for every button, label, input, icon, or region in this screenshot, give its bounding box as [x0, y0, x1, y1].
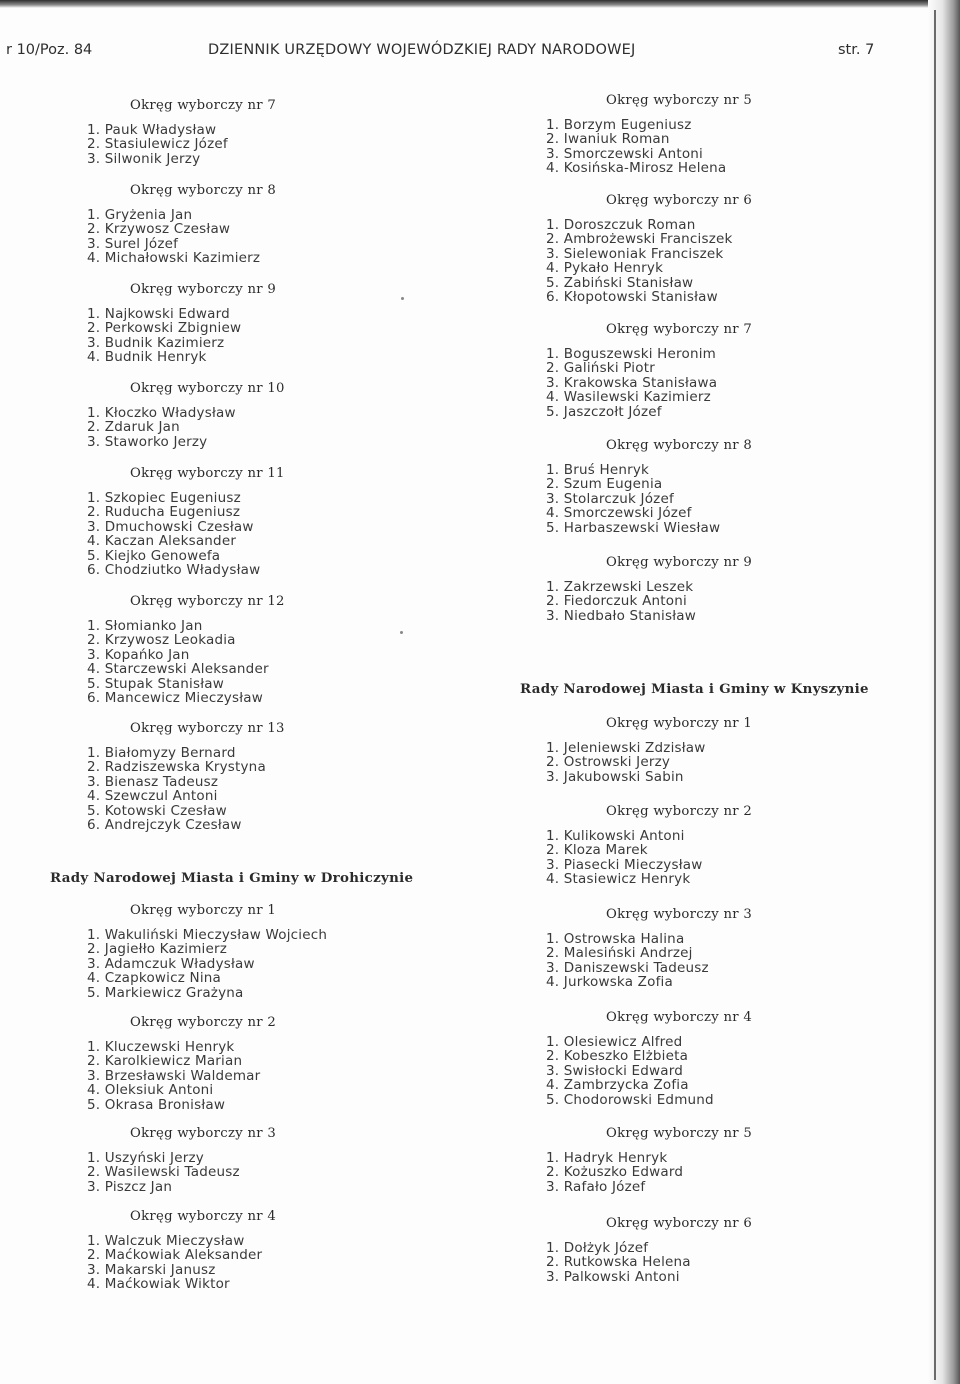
- candidate-list-item: 2. Karolkiewicz Marian: [87, 1053, 243, 1070]
- candidate-list-item: 4. Czapkowicz Nina: [87, 970, 221, 987]
- district-heading: Okręg wyborczy nr 8: [606, 438, 753, 453]
- candidate-list-item: 3. Surel Józef: [87, 235, 179, 252]
- candidate-list-item: 4. Jurkowska Zofia: [546, 974, 673, 991]
- candidate-list-item: 4. Wasilewski Kazimierz: [546, 389, 711, 406]
- candidate-list-item: 4. Kaczan Aleksander: [87, 533, 237, 550]
- candidate-list-item: 2. Kobeszko Elżbieta: [546, 1048, 689, 1065]
- candidate-list-item: 2. Malesiński Andrzej: [546, 945, 693, 962]
- candidate-list-item: 3. Krakowska Stanisława: [546, 374, 718, 391]
- candidate-list-item: 2. Kloza Marek: [546, 842, 648, 859]
- candidate-list-item: 1. Zakrzewski Leszek: [546, 579, 694, 595]
- district-heading: Okręg wyborczy nr 5: [606, 1126, 753, 1141]
- candidate-list-item: 5. Zabiński Stanisław: [546, 274, 694, 291]
- candidate-list-item: 3. Smorczewski Antoni: [546, 145, 704, 162]
- candidate-list-item: 3. Dmuchowski Czesław: [87, 518, 254, 535]
- candidate-list-item: 2. Krzywosz Leokadia: [87, 632, 236, 649]
- district-heading: Okręg wyborczy nr 5: [606, 93, 753, 108]
- candidate-list-item: 1. Gryżenia Jan: [87, 207, 193, 223]
- candidate-list-item: 1. Doroszczuk Roman: [546, 217, 696, 233]
- header-issue-number: r 10/Poz. 84: [6, 42, 93, 58]
- candidate-list-item: 1. Najkowski Edward: [87, 306, 230, 322]
- district-heading: Okręg wyborczy nr 7: [130, 98, 277, 113]
- candidate-list-item: 4. Starczewski Aleksander: [87, 661, 269, 678]
- candidate-list-item: 1. Kłoczko Władysław: [87, 405, 236, 421]
- candidate-list-item: 2. Galiński Piotr: [546, 360, 655, 377]
- district-heading: Okręg wyborczy nr 3: [130, 1126, 277, 1141]
- candidate-list-item: 5. Chodorowski Edmund: [546, 1091, 714, 1108]
- district-heading: Okręg wyborczy nr 1: [606, 716, 753, 731]
- scan-speck: [400, 631, 403, 634]
- candidate-list-item: 2. Rutkowska Helena: [546, 1254, 691, 1271]
- candidate-list-item: 4. Budnik Henryk: [87, 349, 207, 366]
- candidate-list-item: 3. Niedbało Stanisław: [546, 607, 696, 624]
- candidate-list-item: 1. Wakuliński Mieczysław Wojciech: [87, 927, 328, 943]
- candidate-list-item: 5. Harbaszewski Wiesław: [546, 519, 721, 536]
- district-heading: Okręg wyborczy nr 7: [606, 322, 753, 337]
- district-heading: Okręg wyborczy nr 6: [606, 1216, 753, 1231]
- candidate-list-item: 1. Słomianko Jan: [87, 618, 203, 634]
- district-heading: Okręg wyborczy nr 9: [130, 282, 277, 297]
- section-title: Rady Narodowej Miasta i Gminy w Knyszynie: [520, 681, 869, 697]
- candidate-list-item: 1. Borzym Eugeniusz: [546, 117, 692, 133]
- candidate-list-item: 4. Kosińska-Mirosz Helena: [546, 160, 727, 177]
- candidate-list-item: 3. Makarski Janusz: [87, 1261, 216, 1278]
- page-edge-shadow: [928, 0, 960, 1384]
- district-heading: Okręg wyborczy nr 11: [130, 466, 285, 481]
- candidate-list-item: 3. Piasecki Mieczysław: [546, 856, 703, 873]
- candidate-list-item: 1. Kluczewski Henryk: [87, 1039, 235, 1055]
- candidate-list-item: 2. Ostrowski Jerzy: [546, 754, 671, 771]
- candidate-list-item: 4. Zambrzycka Zofia: [546, 1077, 689, 1094]
- candidate-list-item: 2. Zdaruk Jan: [87, 419, 180, 436]
- district-heading: Okręg wyborczy nr 10: [130, 381, 285, 396]
- candidate-list-item: 5. Markiewicz Grażyna: [87, 984, 244, 1001]
- district-heading: Okręg wyborczy nr 3: [606, 907, 753, 922]
- candidate-list-item: 5. Jaszczołt Józef: [546, 403, 662, 420]
- candidate-list-item: 4. Michałowski Kazimierz: [87, 250, 261, 267]
- district-heading: Okręg wyborczy nr 8: [130, 183, 277, 198]
- candidate-list-item: 3. Brzesławski Waldemar: [87, 1067, 261, 1084]
- candidate-list-item: 6. Andrejczyk Czesław: [87, 817, 242, 833]
- candidate-list-item: 6. Kłopotowski Stanisław: [546, 289, 718, 305]
- candidate-list-item: 1. Walczuk Mieczysław: [87, 1233, 245, 1249]
- candidate-list-item: 1. Dołżyk Józef: [546, 1240, 649, 1256]
- district-heading: Okręg wyborczy nr 9: [606, 555, 753, 570]
- candidate-list-item: 3. Stolarczuk Józef: [546, 490, 674, 507]
- candidate-list-item: 3. Adamczuk Władysław: [87, 955, 255, 972]
- scan-top-edge: [0, 0, 960, 8]
- candidate-list-item: 2. Ruducha Eugeniusz: [87, 504, 241, 521]
- candidate-list-item: 3. Budnik Kazimierz: [87, 334, 225, 351]
- district-heading: Okręg wyborczy nr 12: [130, 594, 285, 609]
- candidate-list-item: 1. Boguszewski Heronim: [546, 346, 717, 362]
- candidate-list-item: 3. Staworko Jerzy: [87, 433, 208, 450]
- district-heading: Okręg wyborczy nr 2: [130, 1015, 277, 1030]
- district-heading: Okręg wyborczy nr 1: [130, 903, 277, 918]
- district-heading: Okręg wyborczy nr 4: [130, 1209, 277, 1224]
- candidate-list-item: 2. Szum Eugenia: [546, 476, 663, 493]
- candidate-list-item: 3. Daniszewski Tadeusz: [546, 959, 709, 976]
- candidate-list-item: 1. Białomyzy Bernard: [87, 745, 236, 761]
- running-header: [0, 42, 900, 66]
- header-page-number: str. 7: [838, 42, 875, 58]
- candidate-list-item: 2. Perkowski Zbigniew: [87, 320, 242, 337]
- candidate-list-item: 4. Szewczul Antoni: [87, 788, 218, 805]
- district-heading: Okręg wyborczy nr 2: [606, 804, 753, 819]
- candidate-list-item: 3. Jakubowski Sabin: [546, 768, 684, 785]
- candidate-list-item: 2. Krzywosz Czesław: [87, 221, 231, 238]
- candidate-list-item: 2. Iwaniuk Roman: [546, 131, 670, 148]
- section-title: Rady Narodowej Miasta i Gminy w Drohiczynie: [50, 870, 414, 886]
- candidate-list-item: 4. Maćkowiak Wiktor: [87, 1276, 230, 1293]
- candidate-list-item: 4. Stasiewicz Henryk: [546, 871, 691, 888]
- candidate-list-item: 1. Hadryk Henryk: [546, 1150, 668, 1166]
- candidate-list-item: 4. Smorczewski Józef: [546, 505, 692, 522]
- district-heading: Okręg wyborczy nr 4: [606, 1010, 753, 1025]
- candidate-list-item: 1. Jeleniewski Zdzisław: [546, 740, 706, 756]
- header-journal-title: DZIENNIK URZĘDOWY WOJEWÓDZKIEJ RADY NARODOWEJ: [208, 42, 636, 58]
- candidate-list-item: 1. Uszyński Jerzy: [87, 1150, 204, 1166]
- candidate-list-item: 5. Stupak Stanisław: [87, 675, 224, 692]
- candidate-list-item: 5. Kiejko Genowefa: [87, 547, 221, 564]
- candidate-list-item: 2. Ambrożewski Franciszek: [546, 231, 733, 248]
- candidate-list-item: 2. Radziszewska Krystyna: [87, 759, 266, 776]
- candidate-list-item: 3. Kopańko Jan: [87, 646, 190, 663]
- candidate-list-item: 1. Ostrowska Halina: [546, 931, 685, 947]
- page-edge-line: [934, 10, 936, 1380]
- candidate-list-item: 2. Fiedorczuk Antoni: [546, 593, 687, 610]
- candidate-list-item: 4. Pykało Henryk: [546, 260, 664, 277]
- candidate-list-item: 1. Bruś Henryk: [546, 462, 650, 478]
- candidate-list-item: 3. Bienasz Tadeusz: [87, 773, 219, 790]
- scan-speck: [401, 297, 404, 300]
- candidate-list-item: 1. Pauk Władysław: [87, 122, 217, 138]
- district-heading: Okręg wyborczy nr 13: [130, 721, 285, 736]
- candidate-list-item: 4. Oleksiuk Antoni: [87, 1082, 214, 1099]
- candidate-list-item: 5. Kotowski Czesław: [87, 802, 227, 819]
- candidate-list-item: 6. Mancewicz Mieczysław: [87, 690, 263, 706]
- district-heading: Okręg wyborczy nr 6: [606, 193, 753, 208]
- candidate-list-item: 2. Jagiełło Kazimierz: [87, 941, 228, 958]
- candidate-list-item: 6. Chodziutko Władysław: [87, 562, 261, 578]
- candidate-list-item: 2. Stasiulewicz Józef: [87, 136, 228, 153]
- candidate-list-item: 3. Piszcz Jan: [87, 1178, 173, 1195]
- candidate-list-item: 1. Olesiewicz Alfred: [546, 1034, 683, 1050]
- candidate-list-item: 2. Maćkowiak Aleksander: [87, 1247, 263, 1264]
- candidate-list-item: 3. Sielewoniak Franciszek: [546, 245, 724, 262]
- candidate-list-item: 1. Szkopiec Eugeniusz: [87, 490, 241, 506]
- candidate-list-item: 5. Okrasa Bronisław: [87, 1096, 226, 1113]
- candidate-list-item: 3. Rafało Józef: [546, 1178, 646, 1195]
- candidate-list-item: 2. Wasilewski Tadeusz: [87, 1164, 240, 1181]
- candidate-list-item: 3. Swisłocki Edward: [546, 1062, 684, 1079]
- candidate-list-item: 3. Palkowski Antoni: [546, 1268, 680, 1285]
- candidate-list-item: 1. Kulikowski Antoni: [546, 828, 685, 844]
- candidate-list-item: 2. Kożuszko Edward: [546, 1164, 684, 1181]
- candidate-list-item: 3. Silwonik Jerzy: [87, 150, 201, 167]
